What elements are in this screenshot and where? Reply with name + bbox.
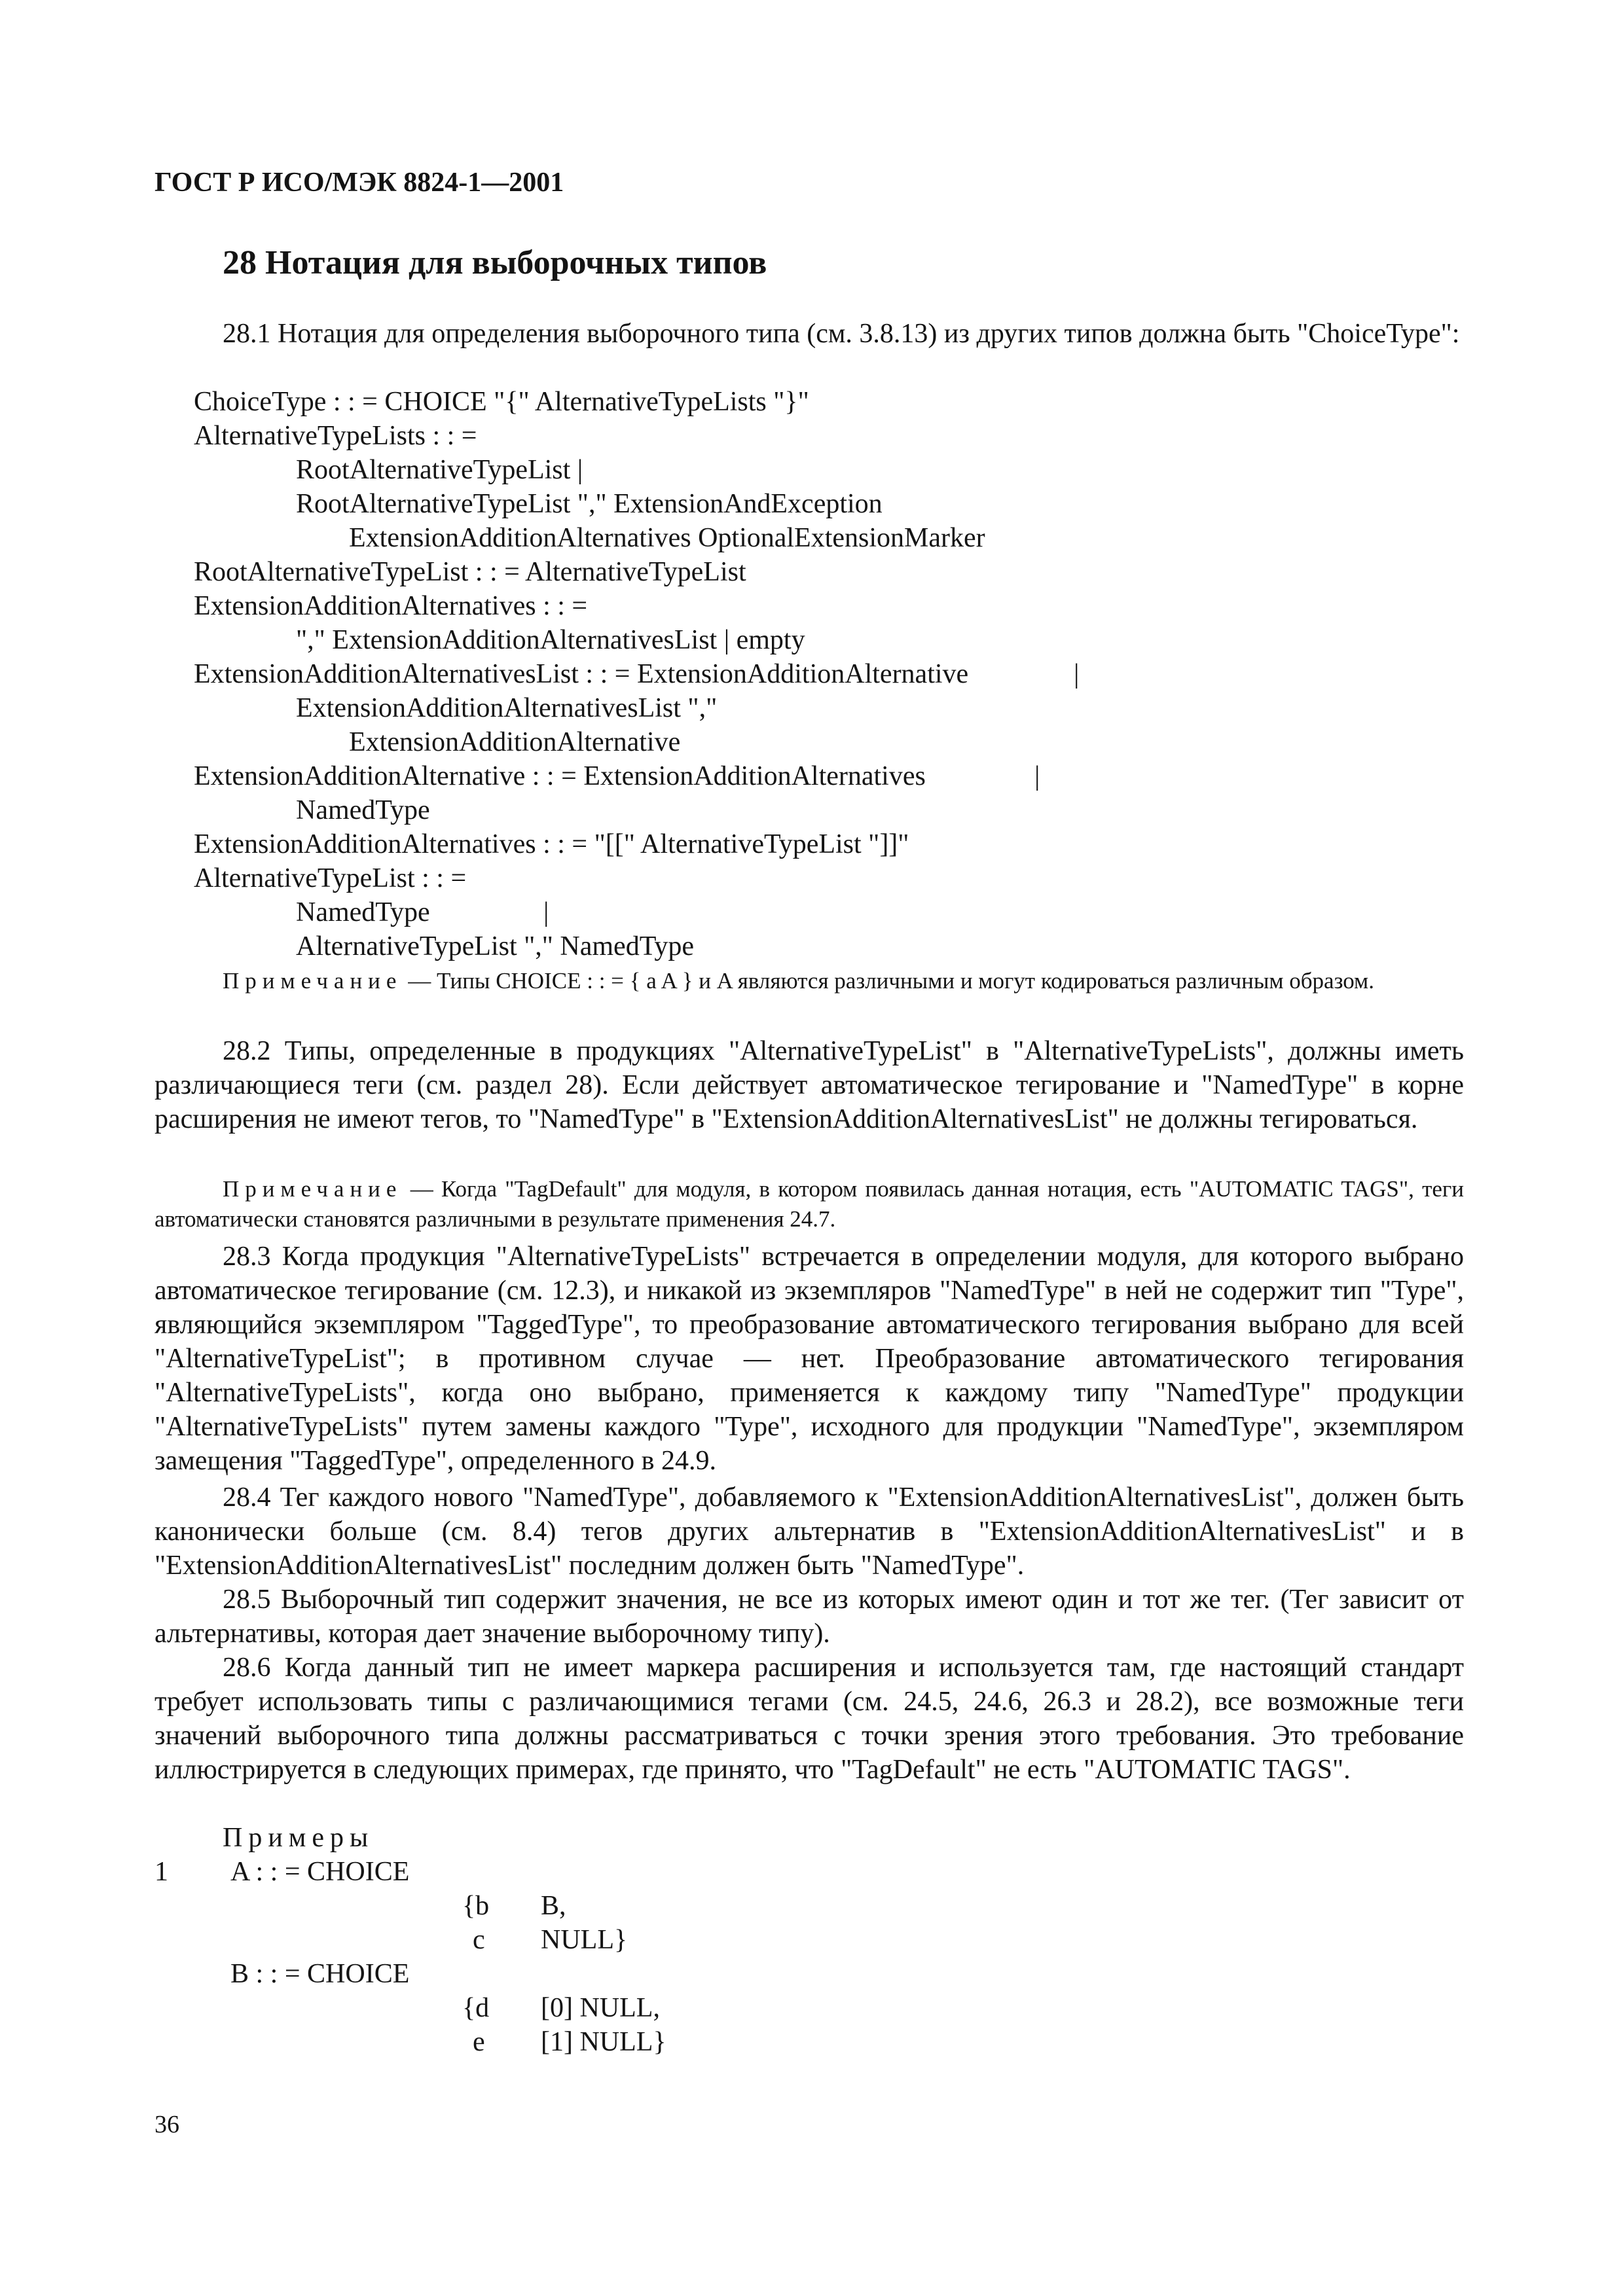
example-a-field-value: B, [541,1891,566,1921]
note-label: Примечание [223,968,403,994]
paragraph-28-2 [155,1034,1464,1136]
grammar-line: AlternativeTypeLists : : = [194,421,477,451]
section-title: 28 Нотация для выборочных типов [223,244,767,281]
example-a-definition: A : : = CHOICE [230,1857,410,1887]
grammar-line: ExtensionAdditionAlternatives : : = [194,591,588,621]
note-2-text: — Когда "TagDefault" для модуля, в котором появилась данная нотация, есть "AUTOMATIC TAGS", теги автоматически становятся различными в результате применения 24.7. [155,1176,1465,1232]
example-b-field-value: [0] NULL, [541,1993,660,2023]
examples-label: Примеры [223,1823,374,1853]
paragraph-28-5-text: 28.5 Выборочный тип содержит значения, не все из которых имеют один и тот же тег. (Тег зависит от альтернативы, которая дает значение выборочному типу). [155,1585,1464,1649]
grammar-line: ExtensionAdditionAlternatives : : = "[[" AlternativeTypeList "]]" [194,829,909,859]
paragraph-28-5 [155,1583,1464,1651]
grammar-line: NamedType [296,897,430,927]
paragraph-28-4 [155,1480,1464,1583]
paragraph-28-3-text: 28.3 Когда продукция "AlternativeTypeLists" встречается в определении модуля, для которого выбрано автоматическое тегирование (см. 12.3), и никакой из экземпляров "NamedType" в ней не содержит тип "Type", являющийся экземпляром "TaggedType", то преобразование автоматического тегирования выбрано для всей "AlternativeTypeList"; в противном случае — нет. Преобразование автоматического тегирования "AlternativeTypeLists", когда оно выбрано, применяется к каждому типу "NamedType" продукции "AlternativeTypeLists" путем замены каждого "Type", исходного для продукции "NamedType", экземпляром замещения "TaggedType", определенного в 24.9. [155,1242,1464,1476]
grammar-line: ExtensionAdditionAlternative : : = ExtensionAdditionAlternatives [194,761,926,791]
grammar-line: "," ExtensionAdditionAlternativesList | empty [296,625,805,655]
example-b-field-key: {d [462,1993,490,2023]
example-a-field-key: {b [462,1891,490,1921]
paragraph-28-3 [155,1240,1464,1478]
grammar-line: AlternativeTypeList : : = [194,863,467,893]
example-b-field-key: e [473,2027,485,2057]
grammar-line: RootAlternativeTypeList : : = AlternativeTypeList [194,557,746,587]
grammar-line: AlternativeTypeList "," NamedType [296,931,695,961]
paragraph-28-6-text: 28.6 Когда данный тип не имеет маркера расширения и используется там, где настоящий стандарт требует использовать типы с различающимися тегами (см. 24.5, 24.6, 26.3 и 28.2), все возможные теги значений выборочного типа должны рассматриваться с точки зрения этого требования. Это требование иллюстрируется в следующих примерах, где принято, что "TagDefault" не есть "AUTOMATIC TAGS". [155,1653,1464,1785]
grammar-line: ExtensionAdditionAlternative [349,727,681,757]
grammar-line: ExtensionAdditionAlternativesList : : = ExtensionAdditionAlternative [194,659,969,689]
grammar-line: ChoiceType : : = CHOICE "{" AlternativeTypeLists "}" [194,387,809,417]
grammar-line: ExtensionAdditionAlternatives OptionalExtensionMarker [349,523,985,553]
grammar-line: NamedType [296,795,430,825]
example-number: 1 [155,1857,168,1887]
grammar-line: RootAlternativeTypeList "," ExtensionAndException [296,489,883,519]
document-header: ГОСТ Р ИСО/МЭК 8824-1—2001 [155,168,564,198]
note-1 [155,966,1464,996]
example-a-field-key: c [473,1925,485,1955]
paragraph-28-2-text: 28.2 Типы, определенные в продукциях "AlternativeTypeList" в "AlternativeTypeLists", должны иметь различающиеся теги (см. раздел 28). Если действует автоматическое тегирование и "NamedType" в корне расширения не имеют тегов, то "NamedType" в "ExtensionAdditionAlternativesList" не должны тегироваться. [155,1036,1464,1134]
grammar-separator: | [1074,659,1080,689]
example-b-field-value: [1] NULL} [541,2027,666,2057]
paragraph-28-4-text: 28.4 Тег каждого нового "NamedType", добавляемого к "ExtensionAdditionAlternativesList", должен быть канонически больше (см. 8.4) тегов других альтернатив в "ExtensionAdditionAlternativesList" и в "ExtensionAdditionAlternativesList" последним должен быть "NamedType". [155,1482,1464,1581]
paragraph-28-1 [155,317,1464,351]
example-a-field-value: NULL} [541,1925,628,1955]
grammar-separator: | [1034,761,1040,791]
note-label: Примечание [223,1176,403,1202]
note-2 [155,1174,1464,1234]
page-number: 36 [155,2111,179,2138]
note-1-text: — Типы CHOICE : : = { a A } и A являются различными и могут кодироваться различным образом. [408,968,1374,994]
grammar-line: ExtensionAdditionAlternativesList "," [296,693,718,723]
grammar-separator: | [543,897,549,927]
grammar-line: RootAlternativeTypeList | [296,455,583,485]
example-b-definition: B : : = CHOICE [230,1959,410,1989]
paragraph-28-1-text: 28.1 Нотация для определения выборочного типа (см. 3.8.13) из других типов должна быть "ChoiceType": [223,319,1460,349]
paragraph-28-6 [155,1651,1464,1787]
